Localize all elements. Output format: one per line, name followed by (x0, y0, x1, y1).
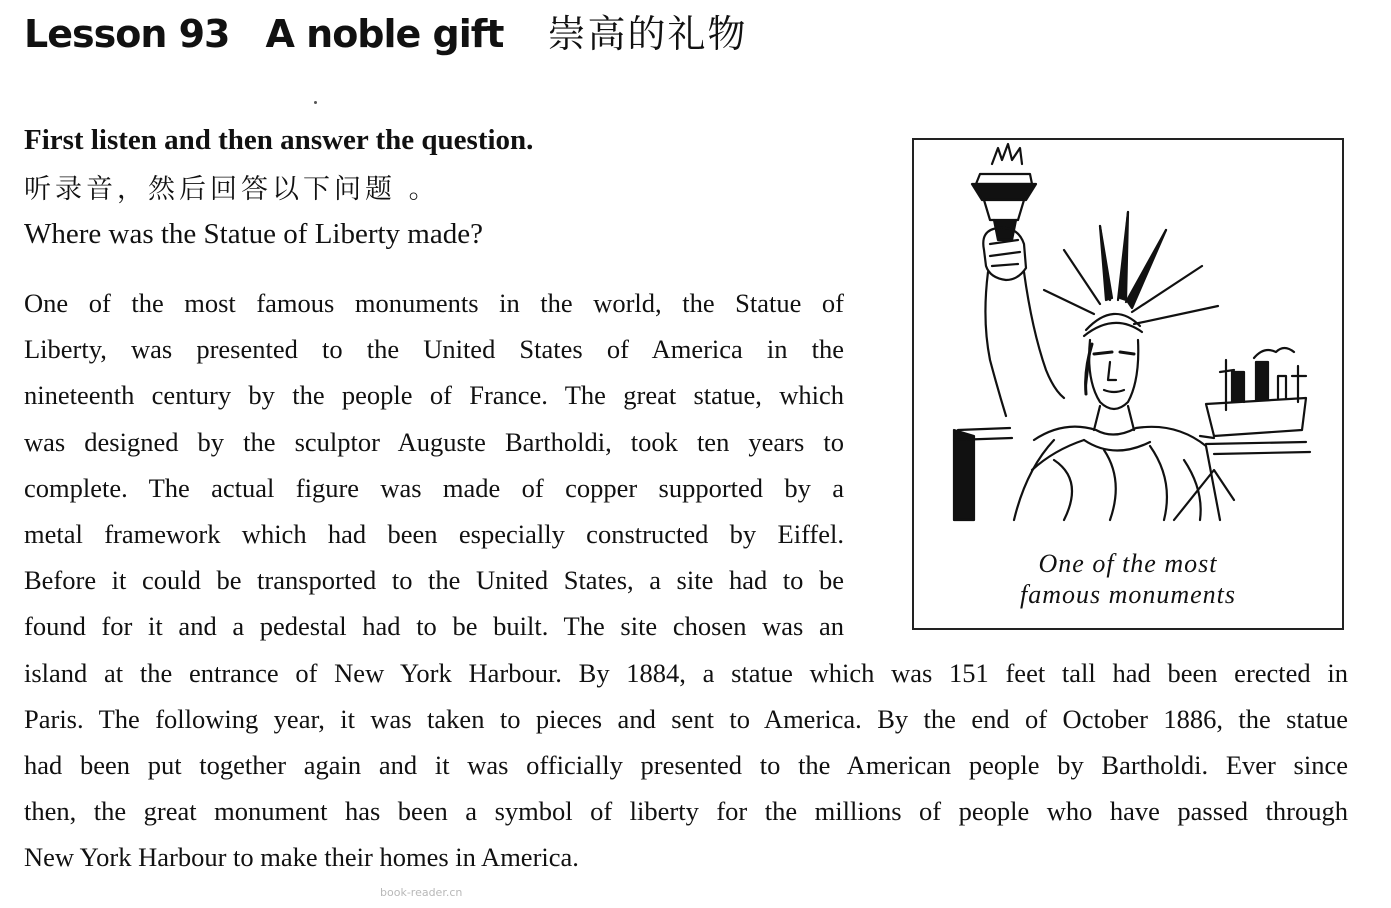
passage-line: Paris. The following year, it was taken to pieces and sent to America. By the end of October 1886, the statue (24, 703, 1348, 734)
passage-line: Liberty, was presented to the United States of America in the (24, 334, 844, 365)
watermark-text: book-reader.cn (380, 886, 463, 899)
passage-line: island at the entrance of New York Harbour. By 1884, a statue which was 151 feet tall had been erected in (24, 657, 1348, 688)
statue-of-liberty-illustration (914, 140, 1342, 540)
instruction-chinese: 听录音，然后回答以下问题 。 (24, 174, 440, 205)
passage-line: complete. The actual figure was made of copper supported by a (24, 472, 844, 503)
lesson-title-chinese: 崇高的礼物 (547, 12, 748, 56)
passage-line: then, the great monument has been a symbol of liberty for the millions of people who have passed through (24, 796, 1348, 827)
lesson-title-english: A noble gift (265, 12, 504, 56)
lesson-title (24, 10, 747, 58)
instruction-heading: First listen and then answer the question. (24, 124, 534, 156)
passage-line: Before it could be transported to the United States, a site had to be (24, 565, 844, 596)
lesson-number: Lesson 93 (24, 12, 230, 56)
illustration-frame (912, 138, 1344, 630)
passage-line: metal framework which had been especially constructed by Eiffel. (24, 518, 844, 549)
passage-line: had been put together again and it was officially presented to the American people by Bartholdi. Ever since (24, 749, 1348, 780)
passage-line: One of the most famous monuments in the world, the Statue of (24, 288, 844, 318)
caption-line: famous monuments (1019, 580, 1237, 609)
question-text: Where was the Statue of Liberty made? (24, 218, 483, 250)
caption-line: One of the most (1038, 549, 1218, 578)
figure-caption (914, 548, 1342, 610)
passage-line: found for it and a pedestal had to be built. The site chosen was an (24, 611, 844, 642)
passage-line: was designed by the sculptor Auguste Bartholdi, took ten years to (24, 426, 844, 457)
passage-line: New York Harbour to make their homes in America. (24, 842, 579, 873)
stray-dot (314, 101, 317, 104)
passage-line: nineteenth century by the people of France. The great statue, which (24, 380, 844, 411)
